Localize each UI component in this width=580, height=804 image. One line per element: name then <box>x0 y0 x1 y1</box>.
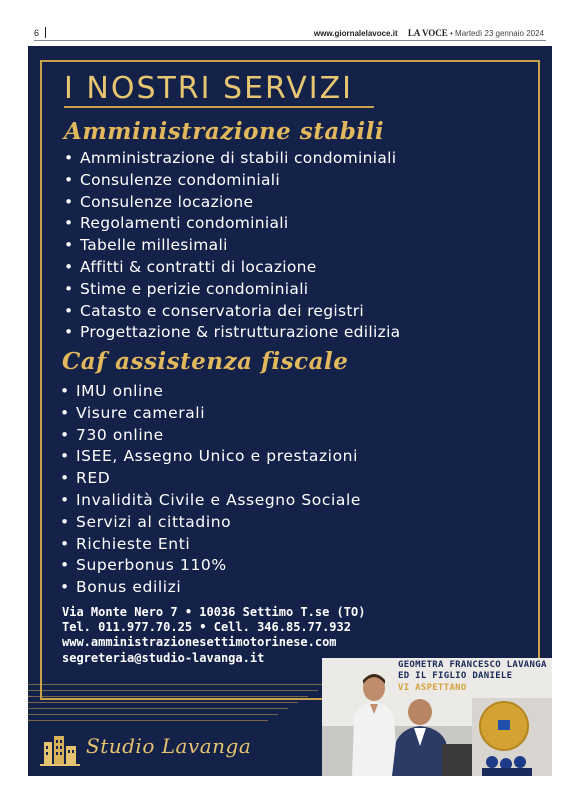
list-item: • 730 online <box>58 425 361 447</box>
logo-text: Studio Lavanga <box>86 734 252 758</box>
services-list-caf <box>58 381 361 599</box>
list-item: • Affitti & contratti di locazione <box>62 257 400 279</box>
advertisement <box>28 46 552 776</box>
website-link[interactable]: www.amministrazionesettimotorinese.com <box>62 635 337 650</box>
list-item: • Regolamenti condominiali <box>62 213 400 235</box>
header-rule <box>34 40 546 41</box>
list-item: • Progettazione & ristrutturazione edilizia <box>62 322 400 344</box>
list-item: • Servizi al cittadino <box>58 512 361 534</box>
list-item: • Tabelle millesimali <box>62 235 400 257</box>
page-number-divider <box>45 27 46 38</box>
list-item: • Invalidità Civile e Assegno Sociale <box>58 490 361 512</box>
email-link[interactable]: segreteria@studio-lavanga.it <box>62 650 265 665</box>
site-link[interactable]: www.giornalelavoce.it <box>313 29 398 38</box>
list-item: • Amministrazione di stabili condominiali <box>62 148 400 170</box>
list-item: • IMU online <box>58 381 361 403</box>
services-list-amministrazione <box>62 148 400 344</box>
contact-block <box>62 605 365 666</box>
studio-logo <box>40 732 260 768</box>
caption-line-2: ED IL FIGLIO DANIELE <box>398 671 513 681</box>
section-title-caf: Caf assistenza fiscale <box>62 348 349 375</box>
caption-line-1: GEOMETRA FRANCESCO LAVANGA <box>398 660 547 670</box>
list-item: • Consulenze locazione <box>62 192 400 214</box>
address: Via Monte Nero 7 • 10036 Settimo T.se (TO) <box>62 605 366 619</box>
ad-title: I NOSTRI SERVIZI <box>64 71 354 106</box>
list-item: • Bonus edilizi <box>58 577 361 599</box>
list-item: • ISEE, Assegno Unico e prestazioni <box>58 446 361 468</box>
list-item: • Superbonus 110% <box>58 555 361 577</box>
building-icon <box>40 732 80 766</box>
section-title-amministrazione: Amministrazione stabili <box>64 118 385 145</box>
list-item: • Catasto e conservatoria dei registri <box>62 301 400 323</box>
header-info <box>314 28 544 38</box>
list-item: • Consulenze condominiali <box>62 170 400 192</box>
caption-line-3: VI ASPETTANO <box>398 683 467 693</box>
list-item: • Visure camerali <box>58 403 361 425</box>
title-underline <box>64 106 374 108</box>
page-number: 6 <box>34 28 40 38</box>
list-item: • Stime e perizie condominiali <box>62 279 400 301</box>
issue-date: • Martedì 23 gennaio 2024 <box>450 29 544 38</box>
page-header <box>0 0 580 44</box>
paper-name: LA VOCE <box>407 28 448 38</box>
phone-numbers: Tel. 011.977.70.25 • Cell. 346.85.77.932 <box>62 620 351 635</box>
list-item: • RED <box>58 468 361 490</box>
list-item: • Richieste Enti <box>58 534 361 556</box>
